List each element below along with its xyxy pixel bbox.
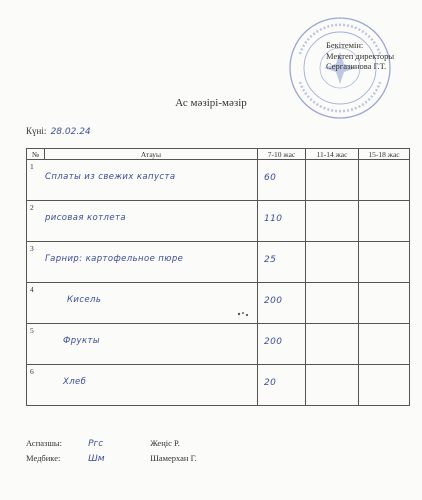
header-age-11-14: 11-14 жас (306, 149, 359, 160)
qty-cell-empty (306, 283, 359, 324)
row-number: 3 (30, 244, 34, 253)
qty-cell-empty (359, 324, 410, 365)
header-name: Атауы (45, 149, 258, 160)
qty-value: 60 (264, 173, 277, 183)
header-number: № (27, 149, 45, 160)
qty-cell (258, 283, 306, 324)
dish-name: Хлеб (63, 377, 87, 387)
signatures-block (26, 436, 197, 466)
dish-cell (27, 283, 258, 324)
dish-name: Кисель (67, 295, 102, 305)
qty-cell-empty (359, 201, 410, 242)
qty-value: 200 (264, 337, 283, 347)
qty-cell-empty (306, 365, 359, 406)
qty-cell (258, 365, 306, 406)
row-number: 1 (30, 162, 34, 171)
qty-cell-empty (359, 283, 410, 324)
cook-row (26, 436, 197, 451)
header-age-15-18: 15-18 жас (359, 149, 410, 160)
nurse-name: Шамерхан Г. (150, 453, 197, 463)
row-number: 5 (30, 326, 34, 335)
document-title: Ас мәзірі-мәзір (175, 97, 247, 109)
dish-cell (27, 365, 258, 406)
header-age-7-10: 7-10 жас (258, 149, 306, 160)
table-row (27, 201, 410, 242)
qty-cell-empty (306, 201, 359, 242)
approval-line-2: Мектеп директоры (326, 50, 395, 61)
row-number: 4 (30, 285, 34, 294)
dish-cell (27, 160, 258, 201)
date-value: 28.02.24 (50, 127, 91, 137)
qty-value: 20 (264, 378, 277, 388)
dish-cell (27, 242, 258, 283)
qty-cell-empty (359, 160, 410, 201)
qty-cell-empty (306, 324, 359, 365)
qty-cell-empty (359, 242, 410, 283)
dish-cell (27, 324, 258, 365)
table-header-row (27, 149, 410, 160)
qty-value: 200 (264, 296, 283, 306)
table-row (27, 160, 410, 201)
approval-line-1: Бекітемін: (326, 40, 364, 50)
dish-name: рисовая котлета (45, 213, 126, 223)
dish-name: Фрукты (63, 336, 100, 346)
date-label: Күні: (26, 126, 47, 136)
approval-block (326, 40, 394, 72)
table-row (27, 324, 410, 365)
date-row (26, 126, 91, 137)
qty-cell-empty (306, 160, 359, 201)
qty-cell (258, 201, 306, 242)
table-row (27, 283, 410, 324)
nurse-signature: Шм (88, 454, 105, 464)
row-number: 2 (30, 203, 34, 212)
ink-smudge (236, 310, 250, 318)
qty-cell (258, 324, 306, 365)
table-row (27, 365, 410, 406)
nurse-row (26, 451, 197, 466)
cook-name: Жеңіс Р. (150, 438, 180, 448)
nurse-label: Медбике: (26, 453, 61, 463)
qty-cell (258, 160, 306, 201)
table-row (27, 242, 410, 283)
dish-cell (27, 201, 258, 242)
row-number: 6 (30, 367, 34, 376)
qty-cell (258, 242, 306, 283)
cook-signature: Ргс (88, 439, 104, 449)
qty-cell-empty (359, 365, 410, 406)
qty-cell-empty (306, 242, 359, 283)
qty-value: 25 (264, 255, 277, 265)
qty-value: 110 (264, 214, 283, 224)
dish-name: Сплаты из свежих капуста (45, 172, 176, 182)
dish-name: Гарнир: картофельное пюре (45, 254, 184, 264)
cook-label: Аспазшы: (26, 438, 62, 448)
approval-line-3: Сергазинова Г.Т. (326, 61, 387, 71)
menu-table (26, 148, 410, 406)
